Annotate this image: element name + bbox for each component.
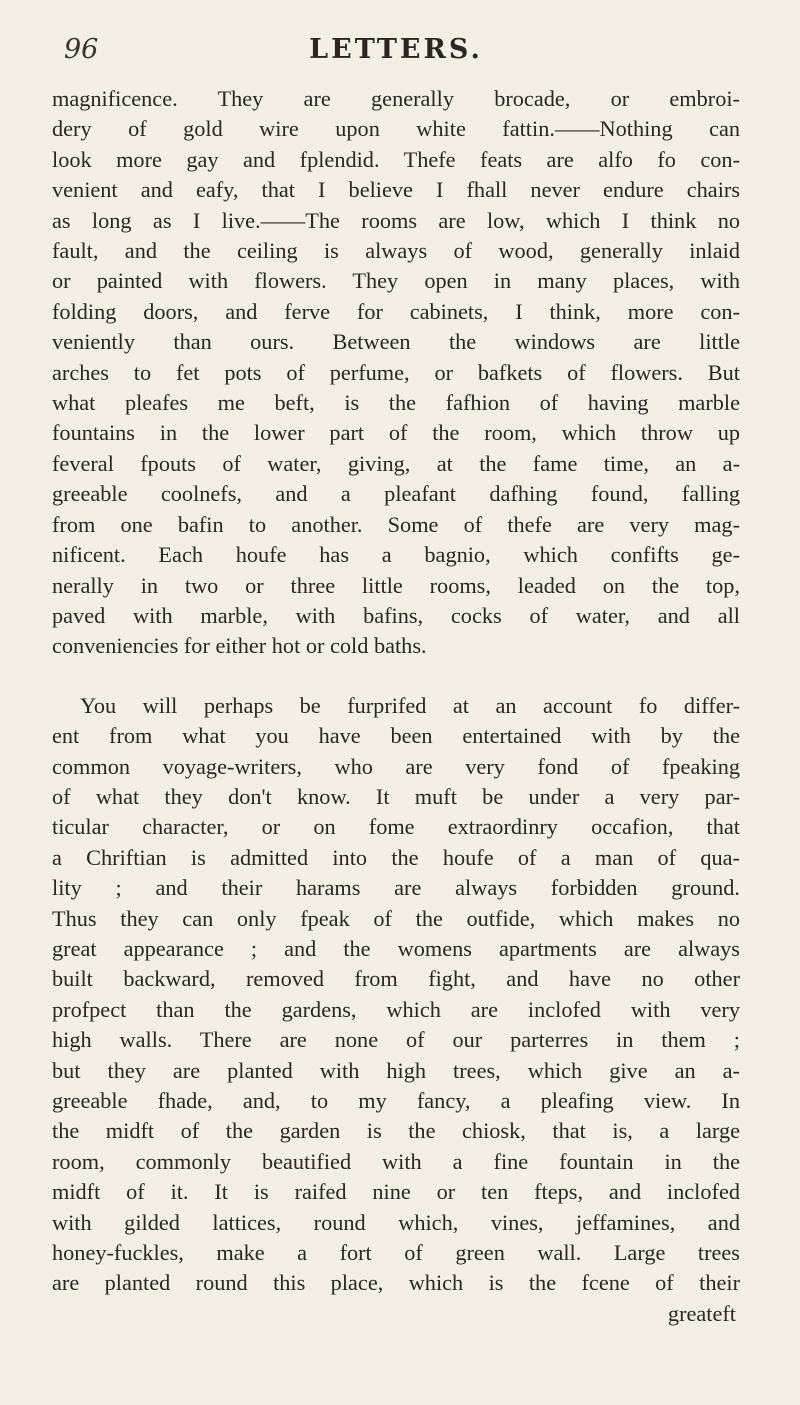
text-line: fountains in the lower part of the room, which throw up [52, 420, 740, 446]
text-line: greeable coolnefs, and a pleafant dafhing found, falling [52, 481, 740, 507]
text-line: conveniencies for either hot or cold baths. [52, 633, 427, 659]
text-line: magnificence. They are generally brocade, or embroi- [52, 86, 740, 111]
text-line: Thus they can only fpeak of the outfide, which makes no [52, 905, 740, 931]
paragraph-1 [52, 84, 740, 662]
page-header [52, 34, 740, 78]
text-line: honey-fuckles, make a fort of green wall. Large trees [52, 1240, 740, 1266]
text-line: look more gay and fplendid. Thefe feats are alfo fo con- [52, 146, 740, 172]
body-text [52, 84, 740, 1329]
text-line: of what they don't know. It muft be under a very par- [52, 783, 740, 809]
text-line: ent from what you have been entertained with by the [52, 723, 740, 749]
text-line: great appearance ; and the womens apartments are always [52, 935, 740, 961]
text-line: room, commonly beautified with a fine fountain in the [52, 1148, 740, 1174]
running-head: LETTERS. [309, 34, 483, 65]
text-line: veniently than ours. Between the windows are little [52, 329, 740, 355]
text-line: from one bafin to another. Some of thefe are very mag- [52, 511, 740, 537]
text-line: nificent. Each houfe has a bagnio, which confifts ge- [52, 542, 740, 568]
text-line: or painted with flowers. They open in many places, with [52, 268, 740, 294]
text-line: as long as I live.——The rooms are low, which I think no [52, 207, 740, 233]
text-line: what pleafes me beft, is the fafhion of having marble [52, 390, 740, 416]
text-line: folding doors, and ferve for cabinets, I think, more con- [52, 298, 740, 324]
text-line: ticular character, or on fome extraordinry occafion, that [52, 814, 740, 840]
page-number: 96 [64, 34, 99, 65]
text-line: but they are planted with high trees, which give an a- [52, 1057, 740, 1083]
text-line: midft of it. It is raifed nine or ten fteps, and inclofed [52, 1179, 740, 1205]
text-line: venient and eafy, that I believe I fhall never endure chairs [52, 177, 740, 203]
text-line: are planted round this place, which is the fcene of their [52, 1270, 740, 1296]
paragraph-2 [52, 691, 740, 1330]
catchword: greateft [667, 1300, 736, 1326]
text-line: common voyage-writers, who are very fond of fpeaking [52, 753, 740, 779]
text-line: fault, and the ceiling is always of wood, generally inlaid [52, 238, 740, 264]
text-line: dery of gold wire upon white fattin.——Nothing can [52, 116, 740, 142]
text-line: high walls. There are none of our parterres in them ; [52, 1027, 740, 1053]
text-line: arches to fet pots of perfume, or bafkets of flowers. But [52, 359, 740, 385]
text-line: built backward, removed from fight, and have no other [52, 966, 740, 992]
text-line: nerally in two or three little rooms, leaded on the top, [52, 572, 740, 598]
text-line: a Chriftian is admitted into the houfe of a man of qua- [52, 844, 740, 870]
paragraph-gap [52, 662, 740, 691]
text-line: profpect than the gardens, which are inclofed with very [52, 996, 740, 1022]
text-line: You will perhaps be furprifed at an account fo differ- [80, 692, 740, 718]
text-line: the midft of the garden is the chiosk, that is, a large [52, 1118, 740, 1144]
text-line: lity ; and their harams are always forbidden ground. [52, 875, 740, 901]
text-line: paved with marble, with bafins, cocks of water, and all [52, 602, 740, 628]
text-line: feveral fpouts of water, giving, at the fame time, an a- [52, 450, 740, 476]
text-line: greeable fhade, and, to my fancy, a pleafing view. In [52, 1088, 740, 1113]
text-line: with gilded lattices, round which, vines, jeffamines, and [52, 1209, 740, 1235]
